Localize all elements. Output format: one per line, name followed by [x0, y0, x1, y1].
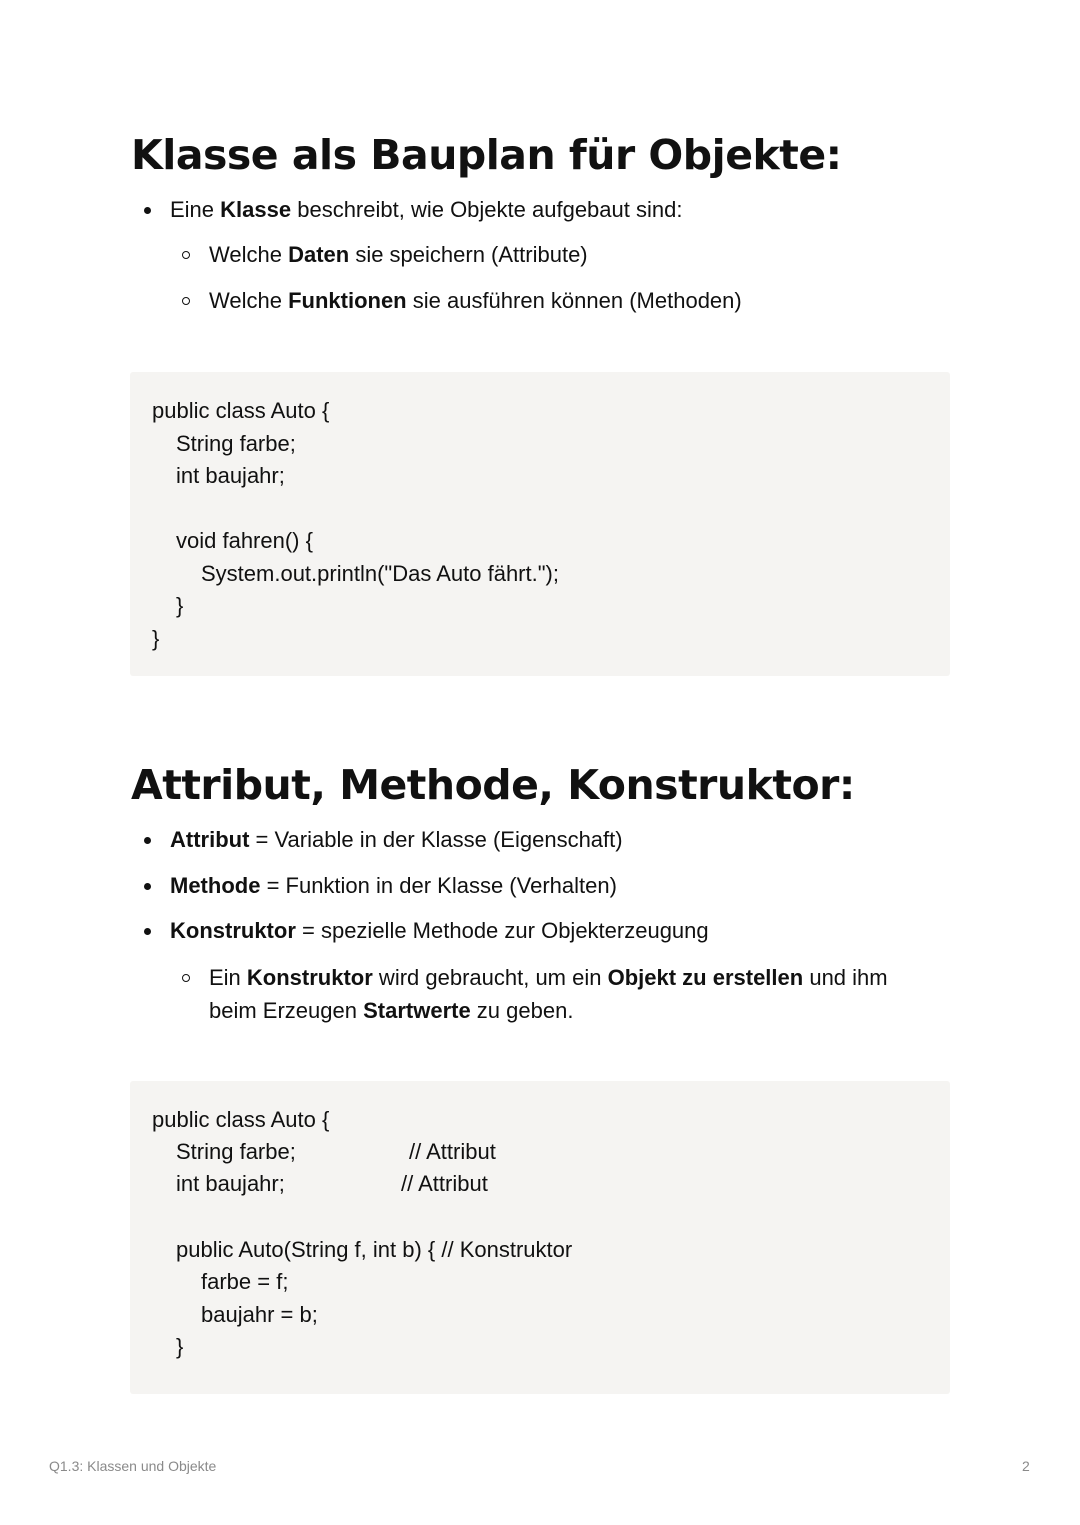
sub-bullet-circle [182, 251, 190, 259]
code-line: int baujahr; [176, 463, 285, 488]
footer-title: Q1.3: Klassen und Objekte [49, 1458, 217, 1474]
list-text: beim Erzeugen [209, 998, 364, 1023]
sub-list-item-continued [209, 994, 573, 1027]
list-item [170, 193, 682, 226]
list-text: und ihm [803, 965, 888, 990]
list-item [170, 914, 709, 947]
code-comment: // Attribut [409, 1139, 496, 1164]
list-bold: Konstruktor [170, 918, 296, 943]
list-bold: Methode [170, 873, 261, 898]
code-line: String farbe; [176, 1139, 296, 1164]
sub-bullet-circle [182, 297, 190, 305]
code-line: farbe = f; [201, 1269, 289, 1294]
list-bold: Konstruktor [246, 965, 373, 990]
list-bold: Startwerte [363, 998, 471, 1023]
code-line: baujahr = b; [201, 1302, 318, 1327]
code-line: String farbe; [176, 431, 296, 456]
list-item [170, 823, 623, 856]
sub-list-item [209, 284, 742, 317]
list-text: sie ausführen können (Methoden) [406, 288, 742, 313]
list-text: Welche [209, 288, 289, 313]
bullet-dot [144, 207, 151, 214]
code-line: public class Auto { [152, 1107, 330, 1132]
sub-bullet-circle [182, 974, 190, 982]
list-text: Eine [170, 197, 221, 222]
sub-list-item [209, 961, 888, 994]
sub-list-item [209, 238, 588, 271]
code-line: } [176, 593, 184, 618]
list-bold: Objekt zu erstellen [607, 965, 804, 990]
list-text: wird gebraucht, um ein [372, 965, 608, 990]
list-text: Ein [209, 965, 247, 990]
code-line: void fahren() { [176, 528, 313, 553]
section-heading-klasse: Klasse als Bauplan für Objekte: [131, 131, 842, 179]
list-bold: Daten [288, 242, 350, 267]
list-text: = Funktion in der Klasse (Verhalten) [260, 873, 617, 898]
bullet-dot [144, 837, 151, 844]
list-bold: Funktionen [288, 288, 407, 313]
bullet-dot [144, 883, 151, 890]
list-text: = Variable in der Klasse (Eigenschaft) [249, 827, 623, 852]
list-text: beschreibt, wie Objekte aufgebaut sind: [291, 197, 683, 222]
code-line: } [176, 1334, 184, 1359]
list-text: zu geben. [470, 998, 574, 1023]
code-comment: // Attribut [401, 1171, 488, 1196]
code-line: System.out.println("Das Auto fährt."); [201, 561, 559, 586]
code-line: } [152, 626, 160, 651]
code-line: public class Auto { [152, 398, 330, 423]
list-item [170, 869, 617, 902]
list-text: Welche [209, 242, 289, 267]
code-line: int baujahr; [176, 1171, 285, 1196]
list-bold: Attribut [170, 827, 250, 852]
section-heading-attribut: Attribut, Methode, Konstruktor: [131, 761, 855, 809]
code-block-auto-constructor [130, 1081, 950, 1394]
list-text: sie speichern (Attribute) [349, 242, 588, 267]
bullet-dot [144, 928, 151, 935]
code-block-auto-class [130, 372, 950, 676]
page-number: 2 [1022, 1458, 1030, 1474]
list-text: = spezielle Methode zur Objekterzeugung [295, 918, 709, 943]
list-bold: Klasse [220, 197, 292, 222]
code-line: public Auto(String f, int b) { // Konstruktor [176, 1237, 573, 1262]
